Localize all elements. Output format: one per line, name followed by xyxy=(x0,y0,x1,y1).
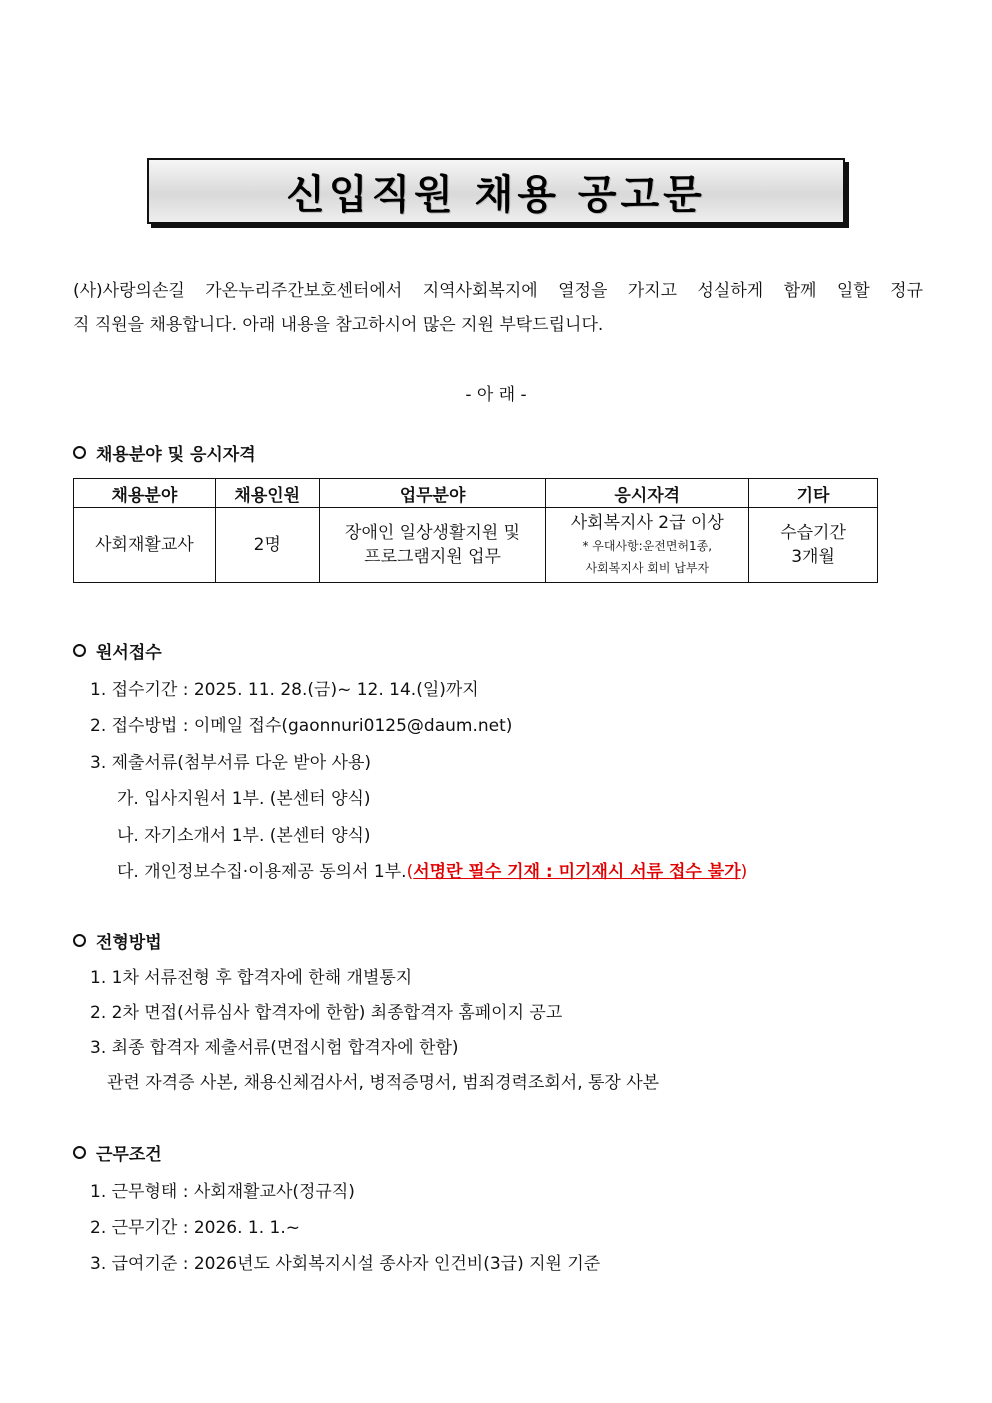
section-selection-title: 전형방법 xyxy=(96,933,162,953)
cell-count: 2명 xyxy=(215,508,319,583)
circle-bullet-icon xyxy=(73,644,86,657)
signature-warning: 서명란 필수 기재 : 미기재시 서류 접수 불가 xyxy=(413,862,741,882)
title-banner xyxy=(147,158,845,224)
cell-field: 사회재활교사 xyxy=(74,508,216,583)
cell-qualification xyxy=(546,508,749,583)
section-conditions-heading xyxy=(73,1140,162,1165)
table-header-row xyxy=(74,479,878,508)
section-conditions-title: 근무조건 xyxy=(96,1145,162,1165)
selection-item-3-detail: 관련 자격증 사본, 채용신체검사서, 병적증명서, 범죄경력조회서, 통장 사본 xyxy=(107,1073,660,1093)
qual-line-2: * 우대사항:운전면허1종, xyxy=(582,539,713,553)
qual-line-1: 사회복지사 2급 이상 xyxy=(570,513,724,533)
table-row xyxy=(74,508,878,583)
etc-line-2: 3개월 xyxy=(791,547,835,567)
section-application-title: 원서접수 xyxy=(96,643,162,663)
application-sub-3-text: 다. 개인정보수집·이용제공 동의서 1부. xyxy=(117,862,407,882)
table-header-cell: 기타 xyxy=(749,479,878,508)
application-sub-3 xyxy=(117,857,747,882)
page-title: 신입직원 채용 공고문 xyxy=(286,171,706,218)
warning-paren-open: ( xyxy=(406,862,414,882)
circle-bullet-icon xyxy=(73,934,86,947)
warning-paren-close: ) xyxy=(740,862,748,882)
conditions-item-3: 3. 급여기준 : 2026년도 사회복지시설 종사자 인건비(3급) 지원 기준 xyxy=(90,1254,601,1274)
application-item-1: 1. 접수기간 : 2025. 11. 28.(금)~ 12. 14.(일)까지 xyxy=(90,680,479,700)
recruitment-table xyxy=(73,478,878,583)
application-item-2: 2. 접수방법 : 이메일 접수(gaonnuri0125@daum.net) xyxy=(90,716,513,736)
cell-duty xyxy=(319,508,546,583)
application-sub-2: 나. 자기소개서 1부. (본센터 양식) xyxy=(117,826,371,846)
table-header-cell: 업무분야 xyxy=(319,479,546,508)
circle-bullet-icon xyxy=(73,446,86,459)
intro-line-2: 직 직원을 채용합니다. 아래 내용을 참고하시어 많은 지원 부탁드립니다. xyxy=(73,315,604,335)
selection-item-2: 2. 2차 면접(서류심사 합격자에 한함) 최종합격자 홈페이지 공고 xyxy=(90,1003,563,1023)
duty-line-1: 장애인 일상생활지원 및 xyxy=(345,523,521,543)
selection-item-3: 3. 최종 합격자 제출서류(면접시험 합격자에 한함) xyxy=(90,1038,459,1058)
section-recruitment-title: 채용분야 및 응시자격 xyxy=(96,445,256,465)
application-item-3: 3. 제출서류(첨부서류 다운 받아 사용) xyxy=(90,753,372,773)
table-header-cell: 채용인원 xyxy=(215,479,319,508)
section-recruitment-heading xyxy=(73,440,256,465)
duty-line-2: 프로그램지원 업무 xyxy=(364,547,501,567)
qual-line-3: 사회복지사 회비 납부자 xyxy=(585,561,710,575)
conditions-item-2: 2. 근무기간 : 2026. 1. 1.~ xyxy=(90,1218,301,1238)
cell-etc xyxy=(749,508,878,583)
table-header-cell: 응시자격 xyxy=(546,479,749,508)
below-marker: - 아 래 - xyxy=(465,385,527,405)
etc-line-1: 수습기간 xyxy=(780,523,846,543)
conditions-item-1: 1. 근무형태 : 사회재활교사(정규직) xyxy=(90,1182,355,1202)
section-selection-heading xyxy=(73,928,162,953)
application-sub-1: 가. 입사지원서 1부. (본센터 양식) xyxy=(117,789,371,809)
circle-bullet-icon xyxy=(73,1146,86,1159)
intro-paragraph xyxy=(73,274,923,342)
intro-line-1: (사)사랑의손길 가온누리주간보호센터에서 지역사회복지에 열정을 가지고 성실하게 함께 일할 정규 xyxy=(73,281,923,301)
selection-item-1: 1. 1차 서류전형 후 합격자에 한해 개별통지 xyxy=(90,968,413,988)
section-application-heading xyxy=(73,638,162,663)
table-header-cell: 채용분야 xyxy=(74,479,216,508)
